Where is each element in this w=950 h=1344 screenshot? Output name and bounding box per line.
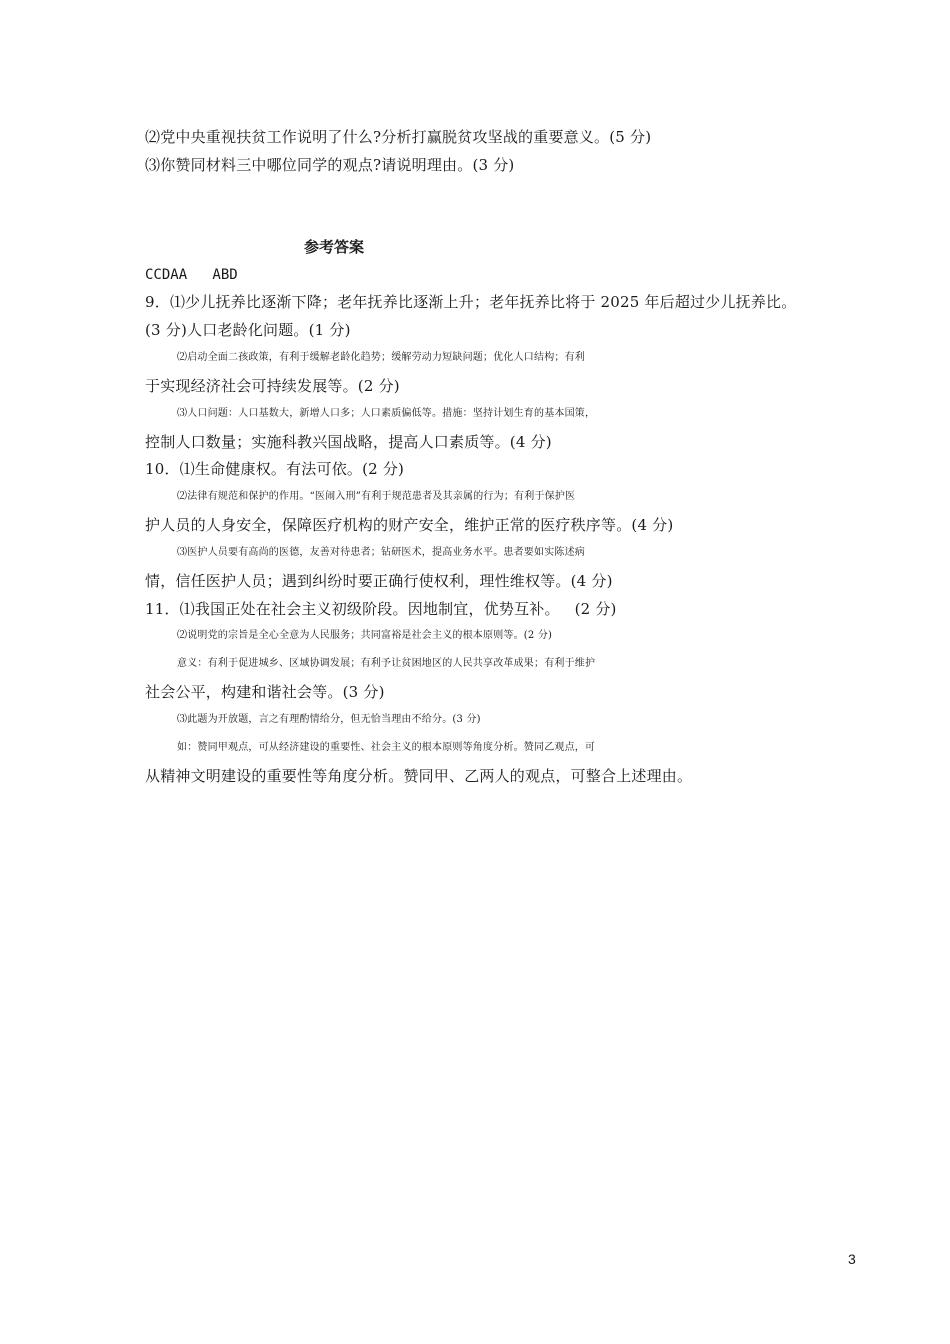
answer-11-3: ⑶此题为开放题，言之有理酌情给分，但无恰当理由不给分。(3 分): [177, 714, 481, 725]
answer-11-3-example-line2: 从精神文明建设的重要性等角度分析。赞同甲、乙两人的观点，可整合上述理由。: [145, 767, 693, 785]
answer-11-2-significance-line1: 意义：有利于促进城乡、区域协调发展；有利予让贫困地区的人民共享改革成果；有利于维护: [177, 658, 596, 669]
answers-heading: 参考答案: [304, 238, 365, 256]
answer-9-2-line1: ⑵启动全面二孩政策，有利于缓解老龄化趋势；缓解劳动力短缺问题；优化人口结构；有利: [177, 352, 585, 363]
answer-11-1: 11．⑴我国正处在社会主义初级阶段。因地制宜，优势互补。 (2 分): [145, 600, 617, 618]
answer-11-3-example-line1: 如：赞同甲观点，可从经济建设的重要性、社会主义的根本原则等角度分析。赞同乙观点，可: [177, 742, 596, 753]
question-3: ⑶你赞同材料三中哪位同学的观点?请说明理由。(3 分): [145, 156, 515, 174]
answer-10-3-line1: ⑶医护人员要有高尚的医德，友善对待患者；钻研医术，提高业务水平。患者要如实陈述病: [177, 547, 585, 558]
page-number: 3: [848, 1251, 856, 1267]
answer-9-3-line1: ⑶人口问题：人口基数大，新增人口多；人口素质偏低等。措施：坚持计划生育的基本国策，: [177, 408, 596, 419]
answer-10-1: 10．⑴生命健康权。有法可依。(2 分): [145, 460, 405, 478]
answer-9-1-line2: (3 分)人口老龄化问题。(1 分): [145, 321, 351, 339]
answer-10-3-line2: 情，信任医护人员；遇到纠纷时要正确行使权利，理性维权等。(4 分): [145, 572, 613, 590]
question-2: ⑵党中央重视扶贫工作说明了什么?分析打赢脱贫攻坚战的重要意义。(5 分): [145, 128, 652, 146]
answer-9-2-line2: 于实现经济社会可持续发展等。(2 分): [145, 377, 400, 395]
answer-9-3-line2: 控制人口数量；实施科教兴国战略，提高人口素质等。(4 分): [145, 433, 552, 451]
answer-10-2-line1: ⑵法律有规范和保护的作用。“医闹入刑”有利于规范患者及其亲属的行为；有利于保护医: [177, 491, 576, 502]
answer-11-2-significance-line2: 社会公平，构建和谐社会等。(3 分): [145, 683, 385, 701]
answer-11-2: ⑵说明党的宗旨是全心全意为人民服务；共同富裕是社会主义的根本原则等。(2 分): [177, 630, 553, 641]
choice-answers: CCDAA ABD: [145, 267, 238, 283]
answer-10-2-line2: 护人员的人身安全，保障医疗机构的财产安全，维护正常的医疗秩序等。(4 分): [145, 516, 674, 534]
answer-9-1-line1: 9．⑴少儿抚养比逐渐下降；老年抚养比逐渐上升；老年抚养比将于 2025 年后超过少儿抚养比。: [145, 293, 797, 311]
